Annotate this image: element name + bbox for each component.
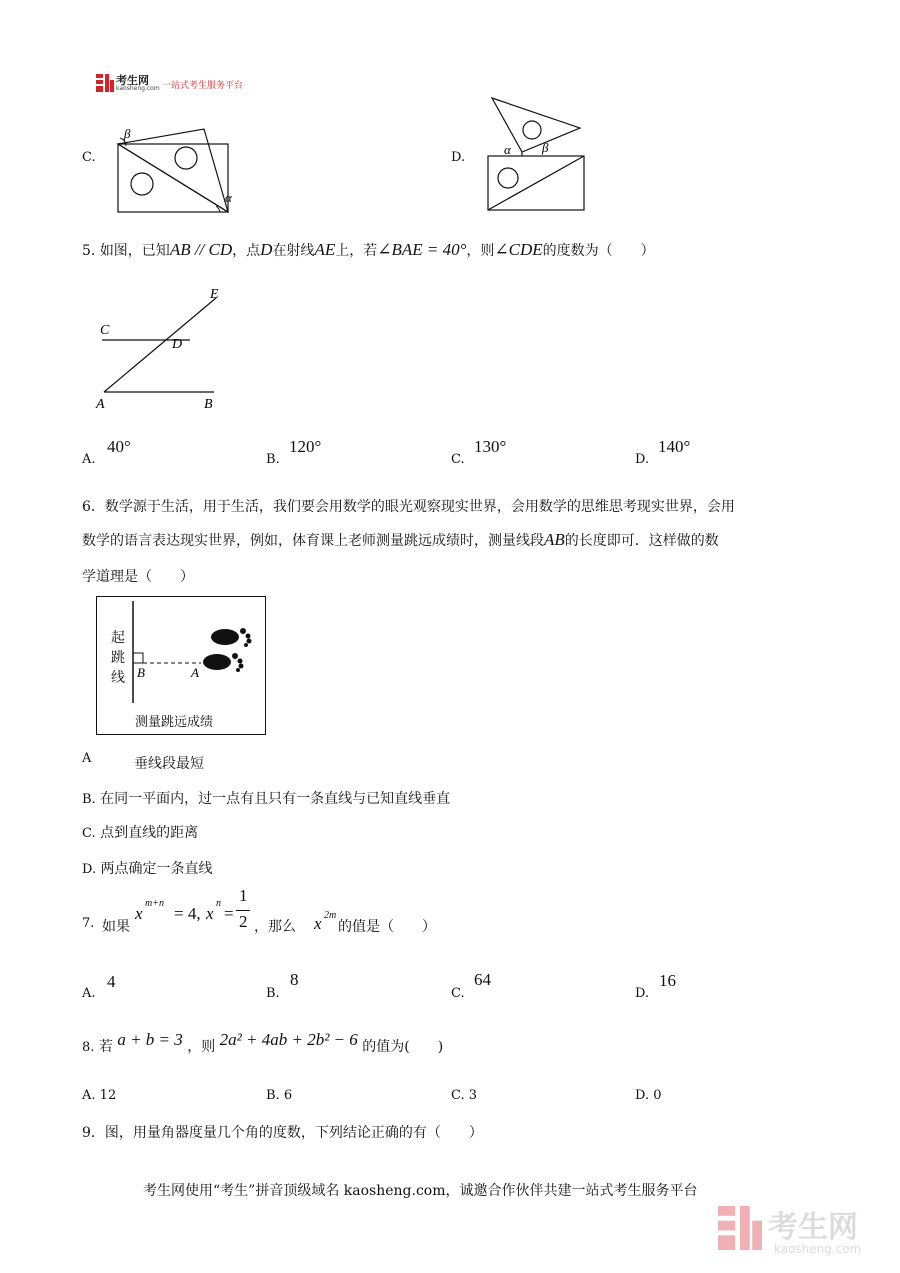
ray-ae xyxy=(104,298,216,392)
logo-domain: kaosheng.com xyxy=(116,85,160,92)
q5-label-a: A xyxy=(96,397,105,412)
q5-option-c-label: C. xyxy=(451,452,465,467)
q9-stem: 9．图，用量角器度量几个角的度数，下列结论正确的有（ ） xyxy=(82,1125,483,1141)
watermark-name: 考生网 xyxy=(768,1210,858,1245)
q5-option-d-label: D. xyxy=(635,452,650,467)
q5-option-d-value: 140° xyxy=(658,437,691,456)
logo-tagline: 一站式考生服务平台 xyxy=(162,81,244,91)
q5-option-a-label: A. xyxy=(82,452,96,467)
header-logo xyxy=(96,72,266,94)
q5-option-b-label: B. xyxy=(266,452,280,467)
watermark xyxy=(718,1200,888,1260)
q7-option-c-value: 64 xyxy=(474,970,491,989)
q4-option-d-label: D. xyxy=(451,150,466,165)
q8-option-c: C. 3 xyxy=(451,1088,478,1103)
kaosheng-logo-icon xyxy=(96,74,114,92)
q7-option-a-label: A. xyxy=(82,986,96,1001)
footprint-icon xyxy=(203,628,252,672)
q5-option-a-value: 40° xyxy=(107,437,131,456)
q5-label-c: C xyxy=(100,323,110,338)
q8-stem: 8. 若 a + b = 3 ，则 2a² + 4ab + 2b² − 6 的值为( ) xyxy=(82,1030,444,1055)
q5-figure xyxy=(90,282,230,414)
q7-option-a-value: 4 xyxy=(107,972,116,991)
watermark-logo-icon xyxy=(718,1204,762,1252)
c-alpha-label: α xyxy=(225,190,232,205)
q7-option-c-label: C. xyxy=(451,986,465,1001)
q6-takeoff-char-2: 跳 xyxy=(111,650,125,666)
q6-option-c: C. 点到直线的距离 xyxy=(82,825,199,841)
q8-option-b: B. 6 xyxy=(266,1088,293,1103)
q5-option-b-value: 120° xyxy=(289,437,322,456)
q5-stem: 5. 如图，已知AB // CD，点D在射线AE上，若∠BAE = 40°，则∠CDE的度数为（ ） xyxy=(82,240,655,259)
q6-option-b: B. 在同一平面内，过一点有且只有一条直线与已知直线垂直 xyxy=(82,791,451,807)
q6-option-a-text: 垂线段最短 xyxy=(134,756,204,772)
q6-takeoff-char-1: 起 xyxy=(111,630,125,646)
q5-label-d: D xyxy=(172,337,183,352)
d-beta-label: β xyxy=(542,140,549,155)
q5-option-c-value: 130° xyxy=(474,437,507,456)
q6-label-a: A xyxy=(191,665,199,680)
q7-option-b-label: B. xyxy=(266,986,280,1001)
q6-label-b: B xyxy=(137,665,145,680)
q5-label-e: E xyxy=(210,287,219,302)
q6-option-a-label: A xyxy=(82,751,92,766)
q4-option-c-figure xyxy=(112,124,242,216)
q6-stem-line2: 数学的语言表达现实世界，例如，体育课上老师测量跳远成绩时，测量线段AB的长度即可．这样做的数 xyxy=(82,530,719,549)
q4-option-d-figure xyxy=(484,94,590,214)
q7-stem: 7. 如果 x m+n = 4, x n = 1 2 ，那么 x 2m 的值是（ ） xyxy=(82,886,436,935)
q4-option-c-label: C. xyxy=(82,150,96,165)
q8-option-a: A. 12 xyxy=(82,1088,117,1103)
d-alpha-label: α xyxy=(504,142,511,157)
q6-stem-line3: 学道理是（ ） xyxy=(82,569,194,585)
q6-figure xyxy=(96,596,266,735)
q7-option-d-label: D. xyxy=(635,986,650,1001)
q7-option-b-value: 8 xyxy=(290,970,299,989)
footer-text: 考生网使用“考生”拼音顶级域名 kaosheng.com，诚邀合作伙伴共建一站式考生服务平台 xyxy=(143,1183,698,1199)
q6-option-d: D. 两点确定一条直线 xyxy=(82,861,213,877)
watermark-domain: kaosheng.com xyxy=(774,1242,862,1256)
logo-name: 考生网 xyxy=(116,74,149,87)
q6-stem-line1: 6．数学源于生活，用于生活，我们要会用数学的眼光观察现实世界，会用数学的思维思考现实世界，会用 xyxy=(82,499,735,515)
q7-option-d-value: 16 xyxy=(659,971,676,990)
c-triangle xyxy=(118,129,228,212)
q8-option-d: D. 0 xyxy=(635,1088,662,1103)
q5-label-b: B xyxy=(204,397,213,412)
q6-figure-caption: 测量跳远成绩 xyxy=(135,715,214,730)
q6-takeoff-char-3: 线 xyxy=(111,670,125,686)
c-beta-label: β xyxy=(124,126,131,141)
